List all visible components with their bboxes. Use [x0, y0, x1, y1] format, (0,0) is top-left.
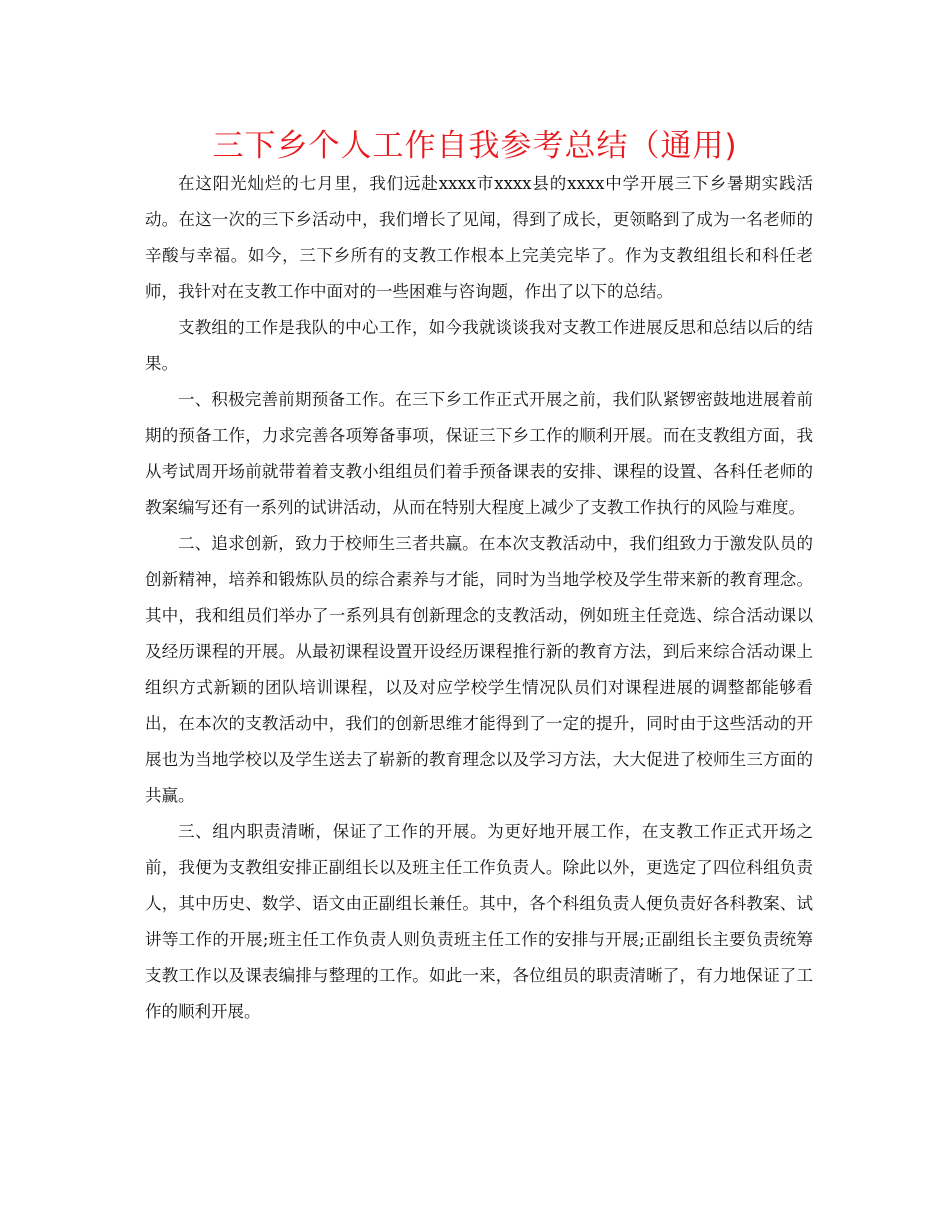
document-body: [145, 166, 813, 1030]
paragraph-innovation: 二、追求创新，致力于校师生三者共赢。在本次支教活动中，我们组致力于激发队员的创新精神，培养和锻炼队员的综合素养与才能，同时为当地学校及学生带来新的教育理念。其中，我和组员们举办了一系列具有创新理念的支教活动，例如班主任竞选、综合活动课以及经历课程的开展。从最初课程设置开设经历课程推行新的教育方法，到后来综合活动课上组织方式新颖的团队培训课程，以及对应学校学生情况队员们对课程进展的调整都能够看出，在本次的支教活动中，我们的创新思维才能得到了一定的提升，同时由于这些活动的开展也为当地学校以及学生送去了崭新的教育理念以及学习方法，大大促进了校师生三方面的共赢。: [145, 534, 813, 805]
paragraph-preparation: 一、积极完善前期预备工作。在三下乡工作正式开展之前，我们队紧锣密鼓地进展着前期的预备工作，力求完善各项筹备事项，保证三下乡工作的顺利开展。而在支教组方面，我从考试周开场前就带着着支教小组组员们着手预备课表的安排、课程的设置、各科任老师的教案编写还有一系列的试讲活动，从而在特别大程度上减少了支教工作执行的风险与难度。: [145, 390, 813, 517]
document-title: 三下乡个人工作自我参考总结（通用): [212, 128, 738, 164]
paragraph-intro: 在这阳光灿烂的七月里，我们远赴xxxx市xxxx县的xxxx中学开展三下乡暑期实践活动。在这一次的三下乡活动中，我们增长了见闻，得到了成长，更领略到了成为一名老师的辛酸与幸福。如今，三下乡所有的支教工作根本上完美完毕了。作为支教组组长和科任老师，我针对在支教工作中面对的一些困难与咨询题，作出了以下的总结。: [145, 174, 813, 301]
paragraph-overview: 支教组的工作是我队的中心工作，如今我就谈谈我对支教工作进展反思和总结以后的结果。: [145, 318, 813, 373]
paragraph-responsibilities: 三、组内职责清晰，保证了工作的开展。为更好地开展工作，在支教工作正式开场之前，我便为支教组安排正副组长以及班主任工作负责人。除此以外，更选定了四位科组负责人，其中历史、数学、语文由正副组长兼任。其中，各个科组负责人便负责好各科教案、试讲等工作的开展;班主任工作负责人则负责班主任工作的安排与开展;正副组长主要负责统筹支教工作以及课表编排与整理的工作。如此一来，各位组员的职责清晰了，有力地保证了工作的顺利开展。: [145, 822, 813, 1021]
